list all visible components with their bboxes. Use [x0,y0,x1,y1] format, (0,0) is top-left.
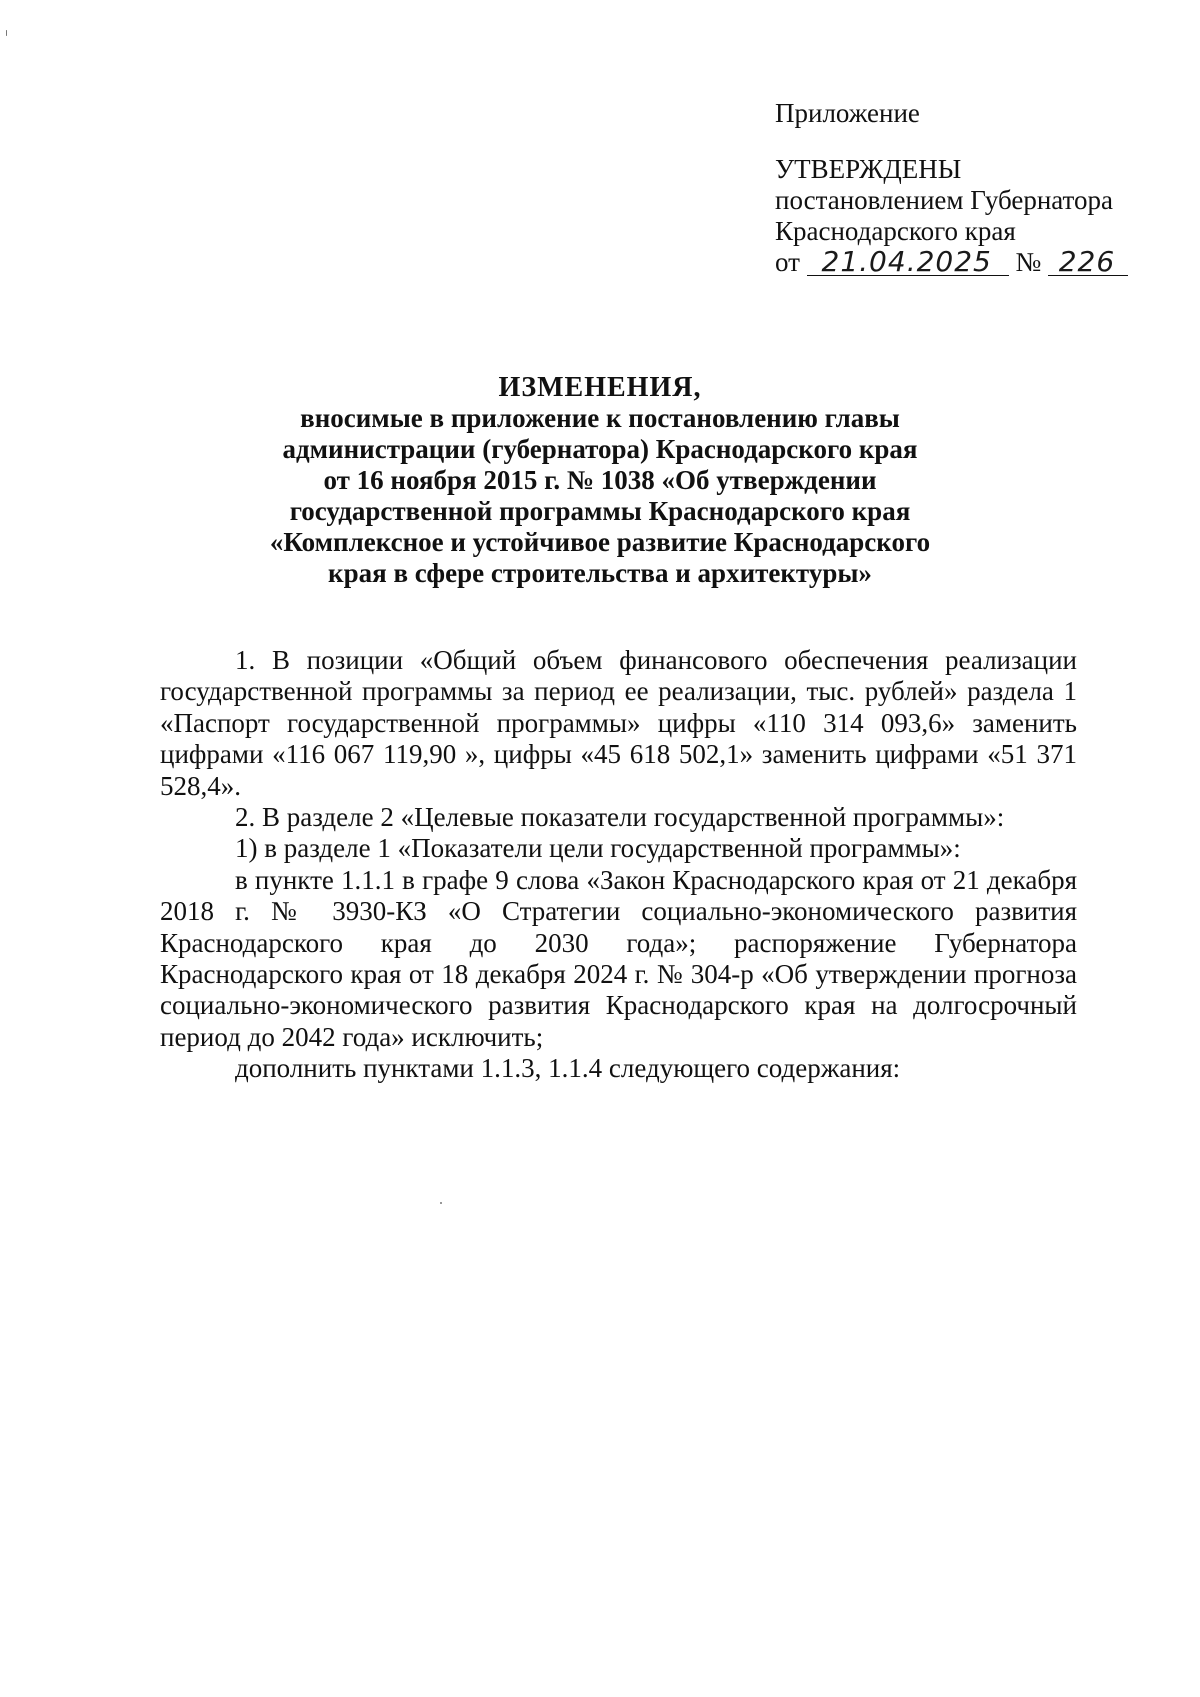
scan-speck [440,1202,442,1204]
number-prefix: № [1015,247,1042,277]
body-paragraph: в пункте 1.1.1 в графе 9 слова «Закон Краснодарского края от 21 декабря 2018 г. № 3930-КЗ «О Стратегии социально-экономического развития Краснодарского края до 2030 года»; распоряжение Губернатора Краснодарского края от 18 декабря 2024 г. № 304-р «Об утверждении прогноза социально-экономического развития Краснодарского края на долгосрочный период до 2042 года» исключить; [160,864,1077,1052]
title-line: «Комплексное и устойчивое развитие Краснодарского [269,527,931,557]
document-body [160,645,1077,1085]
title-line: от 16 ноября 2015 г. № 1038 «Об утверждении [323,465,877,495]
title-line: государственной программы Краснодарского края [289,496,911,526]
handwritten-number: 226 [1048,249,1128,276]
approval-date-line [775,247,1175,278]
approved-label: УТВЕРЖДЕНЫ [775,154,962,184]
body-paragraph: дополнить пунктами 1.1.3, 1.1.4 следующего содержания: [235,1053,901,1084]
body-paragraph: 1. В позиции «Общий объем финансового обеспечения реализации государственной программы за период ее реализации, тыс. рублей» раздела 1 «Паспорт государственной программы» цифры «110 314 093,6» заменить цифрами «116 067 119,90 », цифры «45 618 502,1» заменить цифрами «51 371 528,4». [160,645,1077,801]
title-line: вносимые в приложение к постановлению главы [300,403,900,433]
appendix-label: Приложение [775,98,920,128]
approval-stamp-block [775,98,1175,278]
title-heading: ИЗМЕНЕНИЯ, [498,372,702,403]
handwritten-date: 21.04.2025 [807,249,1009,276]
date-prefix: от [775,247,800,277]
document-title [160,372,1040,589]
scan-speck [6,30,7,36]
approved-region-line: Краснодарского края [775,216,1016,246]
body-paragraph: 2. В разделе 2 «Целевые показатели государственной программы»: [235,802,1005,833]
title-line: администрации (губернатора) Краснодарского края [282,434,918,464]
body-paragraph: 1) в разделе 1 «Показатели цели государственной программы»: [235,833,961,864]
approved-by-line: постановлением Губернатора [775,185,1113,215]
title-line: края в сфере строительства и архитектуры» [328,558,872,588]
